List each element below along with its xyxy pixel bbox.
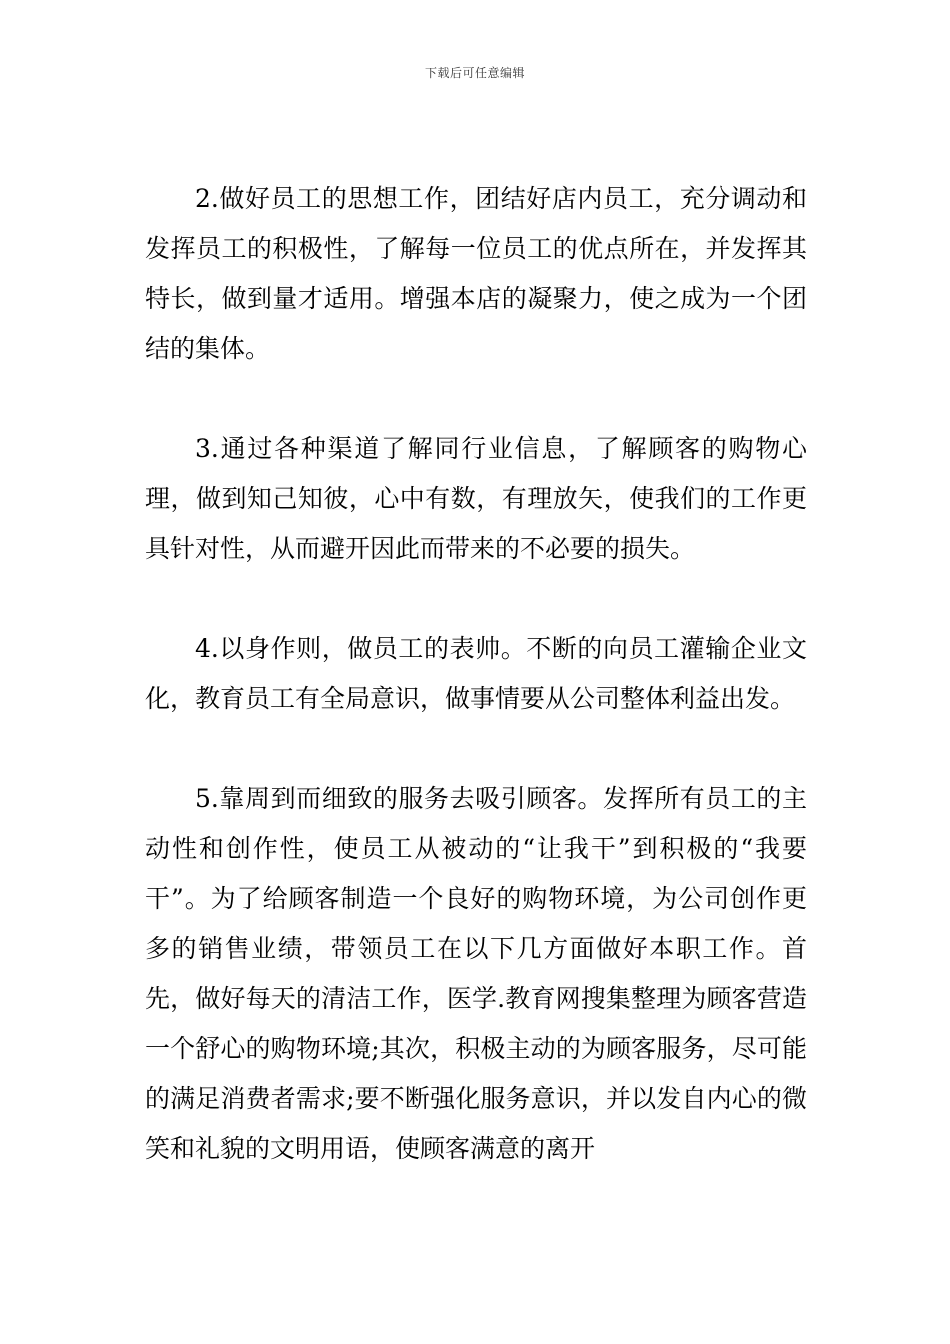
paragraph-2: 2.做好员工的思想工作，团结好店内员工，充分调动和发挥员工的积极性，了解每一位员工的优点所在，并发挥其特长，做到量才适用。增强本店的凝聚力，使之成为一个团结的集体。 xyxy=(145,184,807,363)
paragraph-3: 3.通过各种渠道了解同行业信息，了解顾客的购物心理，做到知己知彼，心中有数，有理放矢，使我们的工作更具针对性，从而避开因此而带来的不必要的损失。 xyxy=(145,434,807,563)
document-body xyxy=(145,174,807,1174)
paragraph-4: 4.以身作则，做员工的表帅。不断的向员工灌输企业文化，教育员工有全局意识，做事情要从公司整体利益出发。 xyxy=(145,634,807,713)
header-note: 下载后可任意编辑 xyxy=(424,66,525,80)
paragraph-5: 5.靠周到而细致的服务去吸引顾客。发挥所有员工的主动性和创作性，使员工从被动的“让我干”到积极的“我要干”。为了给顾客制造一个良好的购物环境，为公司创作更多的销售业绩，带领员工在以下几方面做好本职工作。首先，做好每天的清洁工作，医学.教育网搜集整理为顾客营造一个舒心的购物环境;其次，积极主动的为顾客服务，尽可能的满足消费者需求;要不断强化服务意识，并以发自内心的微笑和礼貌的文明用语，使顾客满意的离开 xyxy=(145,784,807,1163)
